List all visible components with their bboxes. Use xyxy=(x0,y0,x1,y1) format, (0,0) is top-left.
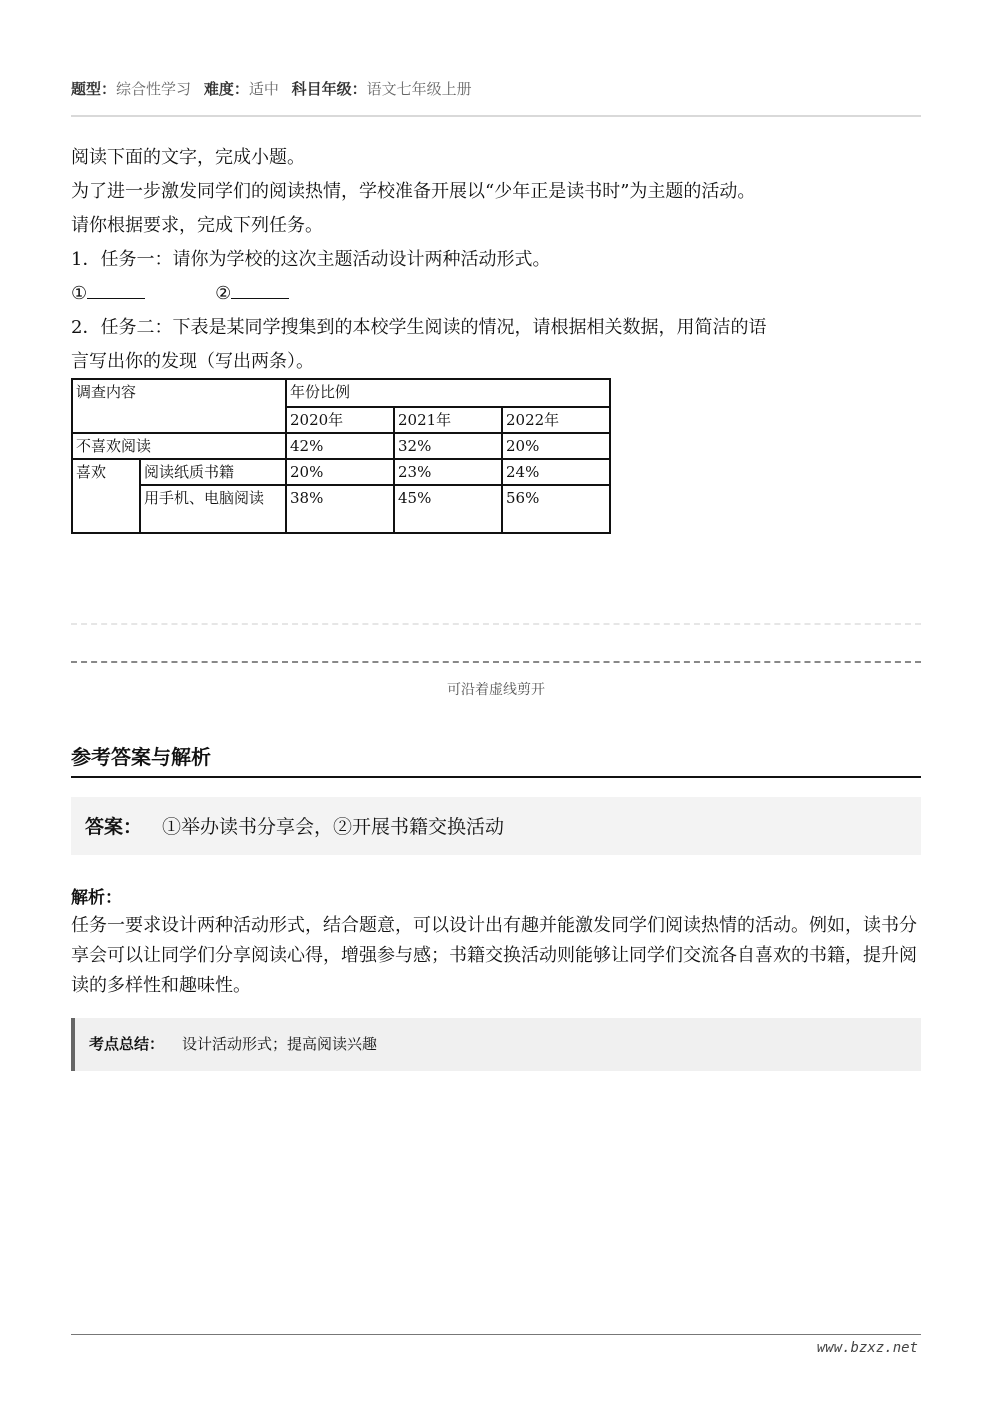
question-body xyxy=(71,141,921,379)
subject-label: 科目年级： xyxy=(291,80,367,98)
answer-text: ①举办读书分享会，②开展书籍交换活动 xyxy=(162,816,505,838)
footer-site: www.bzxz.net xyxy=(816,1340,918,1356)
cell-value: 56% xyxy=(502,485,610,533)
header-content: 调查内容 xyxy=(72,379,286,433)
task-2-line-2: 言写出你的发现（写出两条）。 xyxy=(71,351,314,372)
footer-divider xyxy=(71,1334,921,1335)
task-1: 1．任务一：请你为学校的这次主题活动设计两种活动形式。 xyxy=(71,249,551,270)
cell-value: 20% xyxy=(502,433,610,459)
question-paragraph-2: 请你根据要求，完成下列任务。 xyxy=(71,215,323,236)
row-label: 阅读纸质书籍 xyxy=(140,459,286,485)
meta-divider xyxy=(71,115,921,117)
blank-2[interactable] xyxy=(231,278,289,299)
cell-value: 42% xyxy=(286,433,394,459)
answer-label: 答案： xyxy=(85,816,143,838)
cell-value: 45% xyxy=(394,485,502,533)
row-label: 不喜欢阅读 xyxy=(72,433,286,459)
analysis-text: 任务一要求设计两种活动形式，结合题意，可以设计出有趣并能激发同学们阅读热情的活动。例如，读书分享会可以让同学们分享阅读心得，增强参与感；书籍交换活动则能够让同学们交流各自喜欢的书籍，提升阅读的多样性和趣味性。 xyxy=(71,915,917,996)
header-ratio: 年份比例 xyxy=(286,379,610,407)
subject-value: 语文七年级上册 xyxy=(366,80,472,98)
analysis-label: 解析： xyxy=(71,888,122,908)
keypoint-box xyxy=(71,1018,921,1071)
answer-section-divider xyxy=(71,776,921,778)
cell-value: 23% xyxy=(394,459,502,485)
type-label: 题型： xyxy=(71,80,117,98)
blank-1-mark: ① xyxy=(71,283,88,304)
answer-section-title: 参考答案与解析 xyxy=(71,745,211,769)
type-value: 综合性学习 xyxy=(116,80,192,98)
cut-line-faint xyxy=(71,623,921,625)
row-label: 用手机、电脑阅读 xyxy=(140,485,286,533)
question-paragraph-1: 为了进一步激发同学们的阅读热情，学校准备开展以“少年正是读书时”为主题的活动。 xyxy=(71,181,756,202)
row-group-label: 喜欢 xyxy=(72,459,140,533)
difficulty-value: 适中 xyxy=(248,80,279,98)
year-header: 2021年 xyxy=(394,407,502,433)
cell-value: 32% xyxy=(394,433,502,459)
answer-blanks xyxy=(71,277,921,311)
cut-line xyxy=(71,661,921,663)
difficulty-label: 难度： xyxy=(203,80,249,98)
cut-note: 可沿着虚线剪开 xyxy=(447,682,545,698)
question-intro: 阅读下面的文字，完成小题。 xyxy=(71,147,305,168)
table-row xyxy=(72,459,610,485)
cell-value: 20% xyxy=(286,459,394,485)
answer-box xyxy=(71,797,921,855)
blank-2-mark: ② xyxy=(215,283,232,304)
cell-value: 24% xyxy=(502,459,610,485)
survey-table xyxy=(71,378,611,534)
table-row xyxy=(72,433,610,459)
year-header: 2022年 xyxy=(502,407,610,433)
year-header: 2020年 xyxy=(286,407,394,433)
keypoint-text: 设计活动形式；提高阅读兴趣 xyxy=(182,1035,378,1053)
table-row xyxy=(72,485,610,533)
task-2-line-1: 2．任务二：下表是某同学搜集到的本校学生阅读的情况，请根据相关数据，用简洁的语 xyxy=(71,317,767,338)
cell-value: 38% xyxy=(286,485,394,533)
blank-1[interactable] xyxy=(87,278,145,299)
keypoint-label: 考点总结： xyxy=(89,1035,165,1053)
question-meta xyxy=(71,78,472,99)
